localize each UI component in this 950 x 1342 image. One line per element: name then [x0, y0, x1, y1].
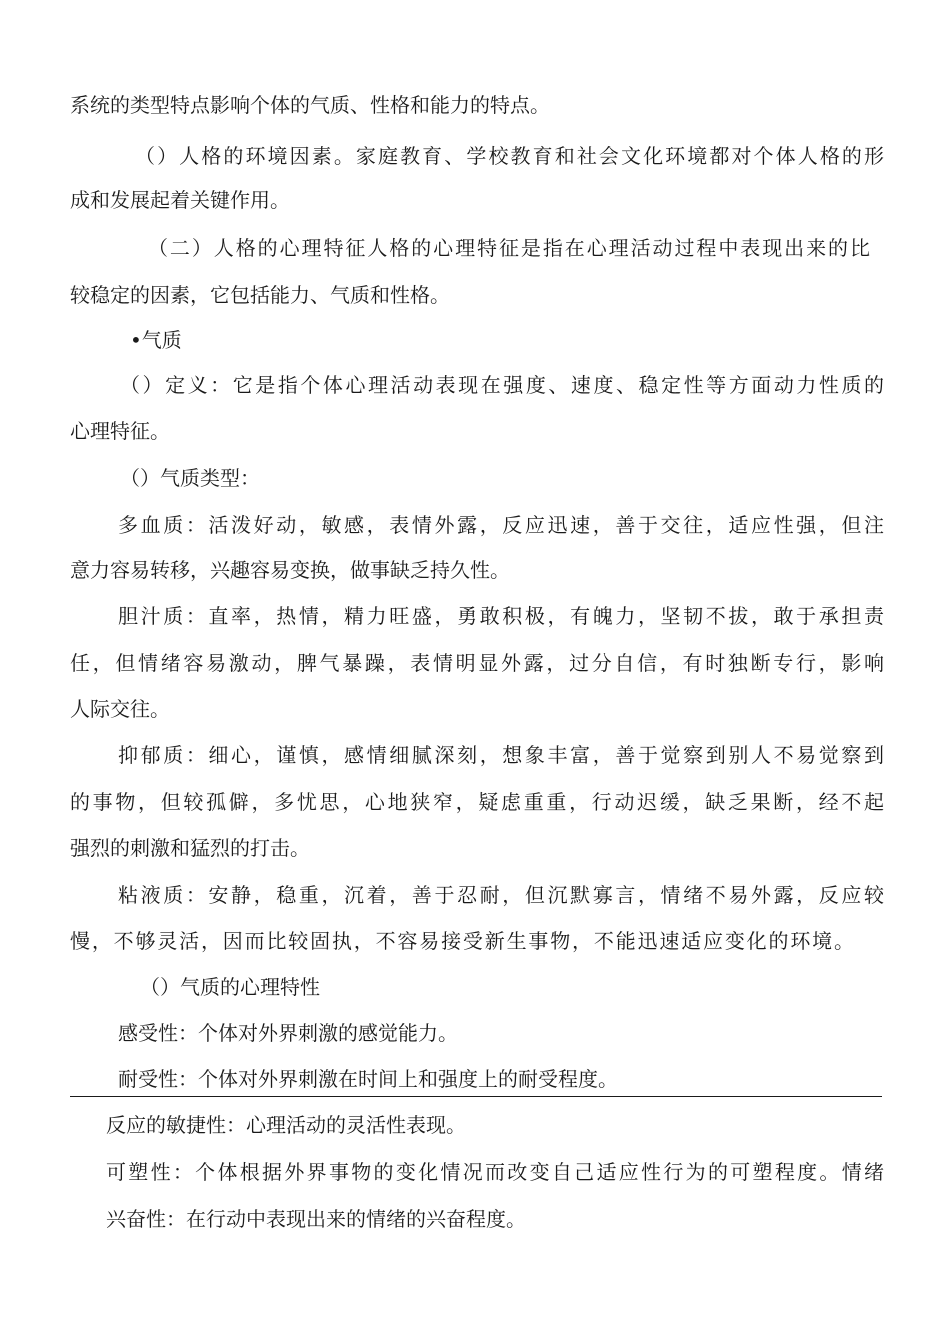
- paragraph-line: 心理特征。: [70, 419, 170, 443]
- paragraph-line: 抑郁质：细心，谨慎，感情细腻深刻，想象丰富，善于觉察到别人不易觉察到: [118, 743, 884, 767]
- paragraph-line: 任，但情绪容易激动，脾气暴躁，表情明显外露，过分自信，有时独断专行，影响: [70, 651, 884, 675]
- paragraph-line: 意力容易转移，兴趣容易变换，做事缺乏持久性。: [70, 558, 510, 582]
- paragraph-line: （）定义：它是指个体心理活动表现在强度、速度、稳定性等方面动力性质的: [120, 373, 884, 397]
- section-heading-line: （二）人格的心理特征人格的心理特征是指在心理活动过程中表现出来的比: [148, 236, 870, 260]
- horizontal-divider: [70, 1096, 882, 1097]
- paragraph-line: 胆汁质：直率，热情，精力旺盛，勇敢积极，有魄力，坚韧不拔，敢于承担责: [118, 604, 884, 628]
- paragraph-line: 系统的类型特点影响个体的气质、性格和能力的特点。: [70, 93, 550, 117]
- paragraph-line: 多血质：活泼好动，敏感，表情外露，反应迅速，善于交往，适应性强，但注: [118, 513, 884, 537]
- paragraph-line: 感受性：个体对外界刺激的感觉能力。: [118, 1021, 458, 1045]
- bullet-heading: •气质: [130, 328, 182, 352]
- paragraph-line: 可塑性：个体根据外界事物的变化情况而改变自己适应性行为的可塑程度。情绪: [106, 1160, 884, 1184]
- paragraph-line: 慢，不够灵活，因而比较固执，不容易接受新生事物，不能迅速适应变化的环境。: [70, 929, 854, 953]
- paragraph-line: 成和发展起着关键作用。: [70, 188, 290, 212]
- paragraph-line: 的事物，但较孤僻，多忧思，心地狭窄，疑虑重重，行动迟缓，缺乏果断，经不起: [70, 790, 884, 814]
- paragraph-line: 兴奋性：在行动中表现出来的情绪的兴奋程度。: [106, 1207, 526, 1231]
- paragraph-line: 粘液质：安静，稳重，沉着，善于忍耐，但沉默寡言，情绪不易外露，反应较: [118, 883, 884, 907]
- paragraph-line: （）人格的环境因素。家庭教育、学校教育和社会文化环境都对个体人格的形: [135, 144, 884, 168]
- paragraph-line: 较稳定的因素，它包括能力、气质和性格。: [70, 283, 450, 307]
- paragraph-line: 强烈的刺激和猛烈的打击。: [70, 836, 310, 860]
- paragraph-line: 人际交往。: [70, 697, 170, 721]
- subheading-line: （）气质类型：: [120, 466, 260, 490]
- subheading-line: （）气质的心理特性: [140, 975, 320, 999]
- paragraph-line: 耐受性：个体对外界刺激在时间上和强度上的耐受程度。: [118, 1067, 618, 1091]
- paragraph-line: 反应的敏捷性：心理活动的灵活性表现。: [106, 1113, 466, 1137]
